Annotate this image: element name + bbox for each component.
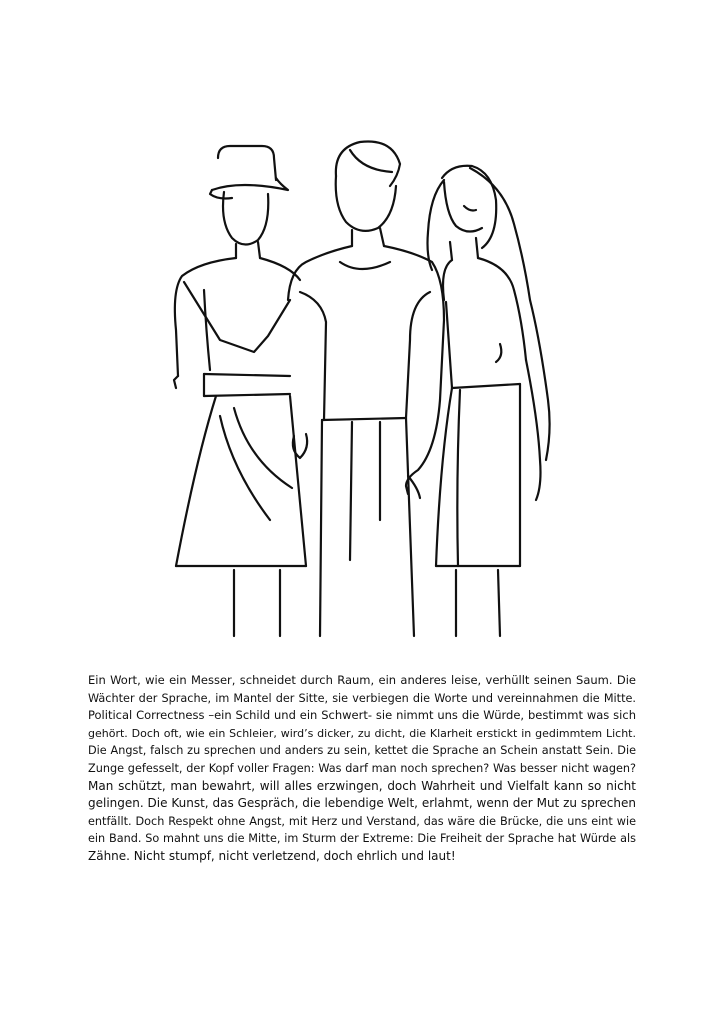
poem-line: Zunge gefesselt, der Kopf voller Fragen: Was darf man noch sprechen? Was besser nicht wagen?: [88, 761, 636, 775]
poem-line: entfällt. Doch Respekt ohne Angst, mit Herz und Verstand, das wäre die Brücke, die uns eint wie: [88, 814, 636, 828]
poem-line: gehört. Doch oft, wie ein Schleier, wird’s dicker, zu dicht, die Klarheit erstickt in gedimmtem Licht.: [88, 726, 636, 740]
poem-line: Ein Wort, wie ein Messer, schneidet durch Raum, ein anderes leise, verhüllt seinen Saum. Die: [88, 673, 636, 687]
poem-line: Man schützt, man bewahrt, will alles erzwingen, doch Wahrheit und Vielfalt kann so nicht: [88, 778, 636, 793]
left-figure-icon: [174, 146, 307, 636]
poem-text: [88, 672, 636, 866]
poem-line: gelingen. Die Kunst, das Gespräch, die lebendige Welt, erlahmt, wenn der Mut zu sprechen: [88, 796, 636, 811]
poem-line: Zähne. Nicht stumpf, nicht verletzend, doch ehrlich und laut!: [88, 848, 456, 863]
poem-line: Wächter der Sprache, im Mantel der Sitte, sie verbiegen die Worte und vereinnahmen die Mitte.: [88, 691, 636, 705]
poem-line: Political Correctness –ein Schild und ein Schwert- sie nimmt uns die Würde, bestimmt was sich: [88, 708, 636, 723]
middle-figure-icon: [288, 141, 444, 636]
three-figures-illustration: [88, 88, 636, 640]
poem-line: ein Band. So mahnt uns die Mitte, im Sturm der Extreme: Die Freiheit der Sprache hat Würde als: [88, 832, 636, 846]
poem-line: Die Angst, falsch zu sprechen und anders zu sein, kettet die Sprache an Schein anstatt Sein. Die: [88, 744, 636, 758]
right-figure-icon: [428, 166, 550, 636]
